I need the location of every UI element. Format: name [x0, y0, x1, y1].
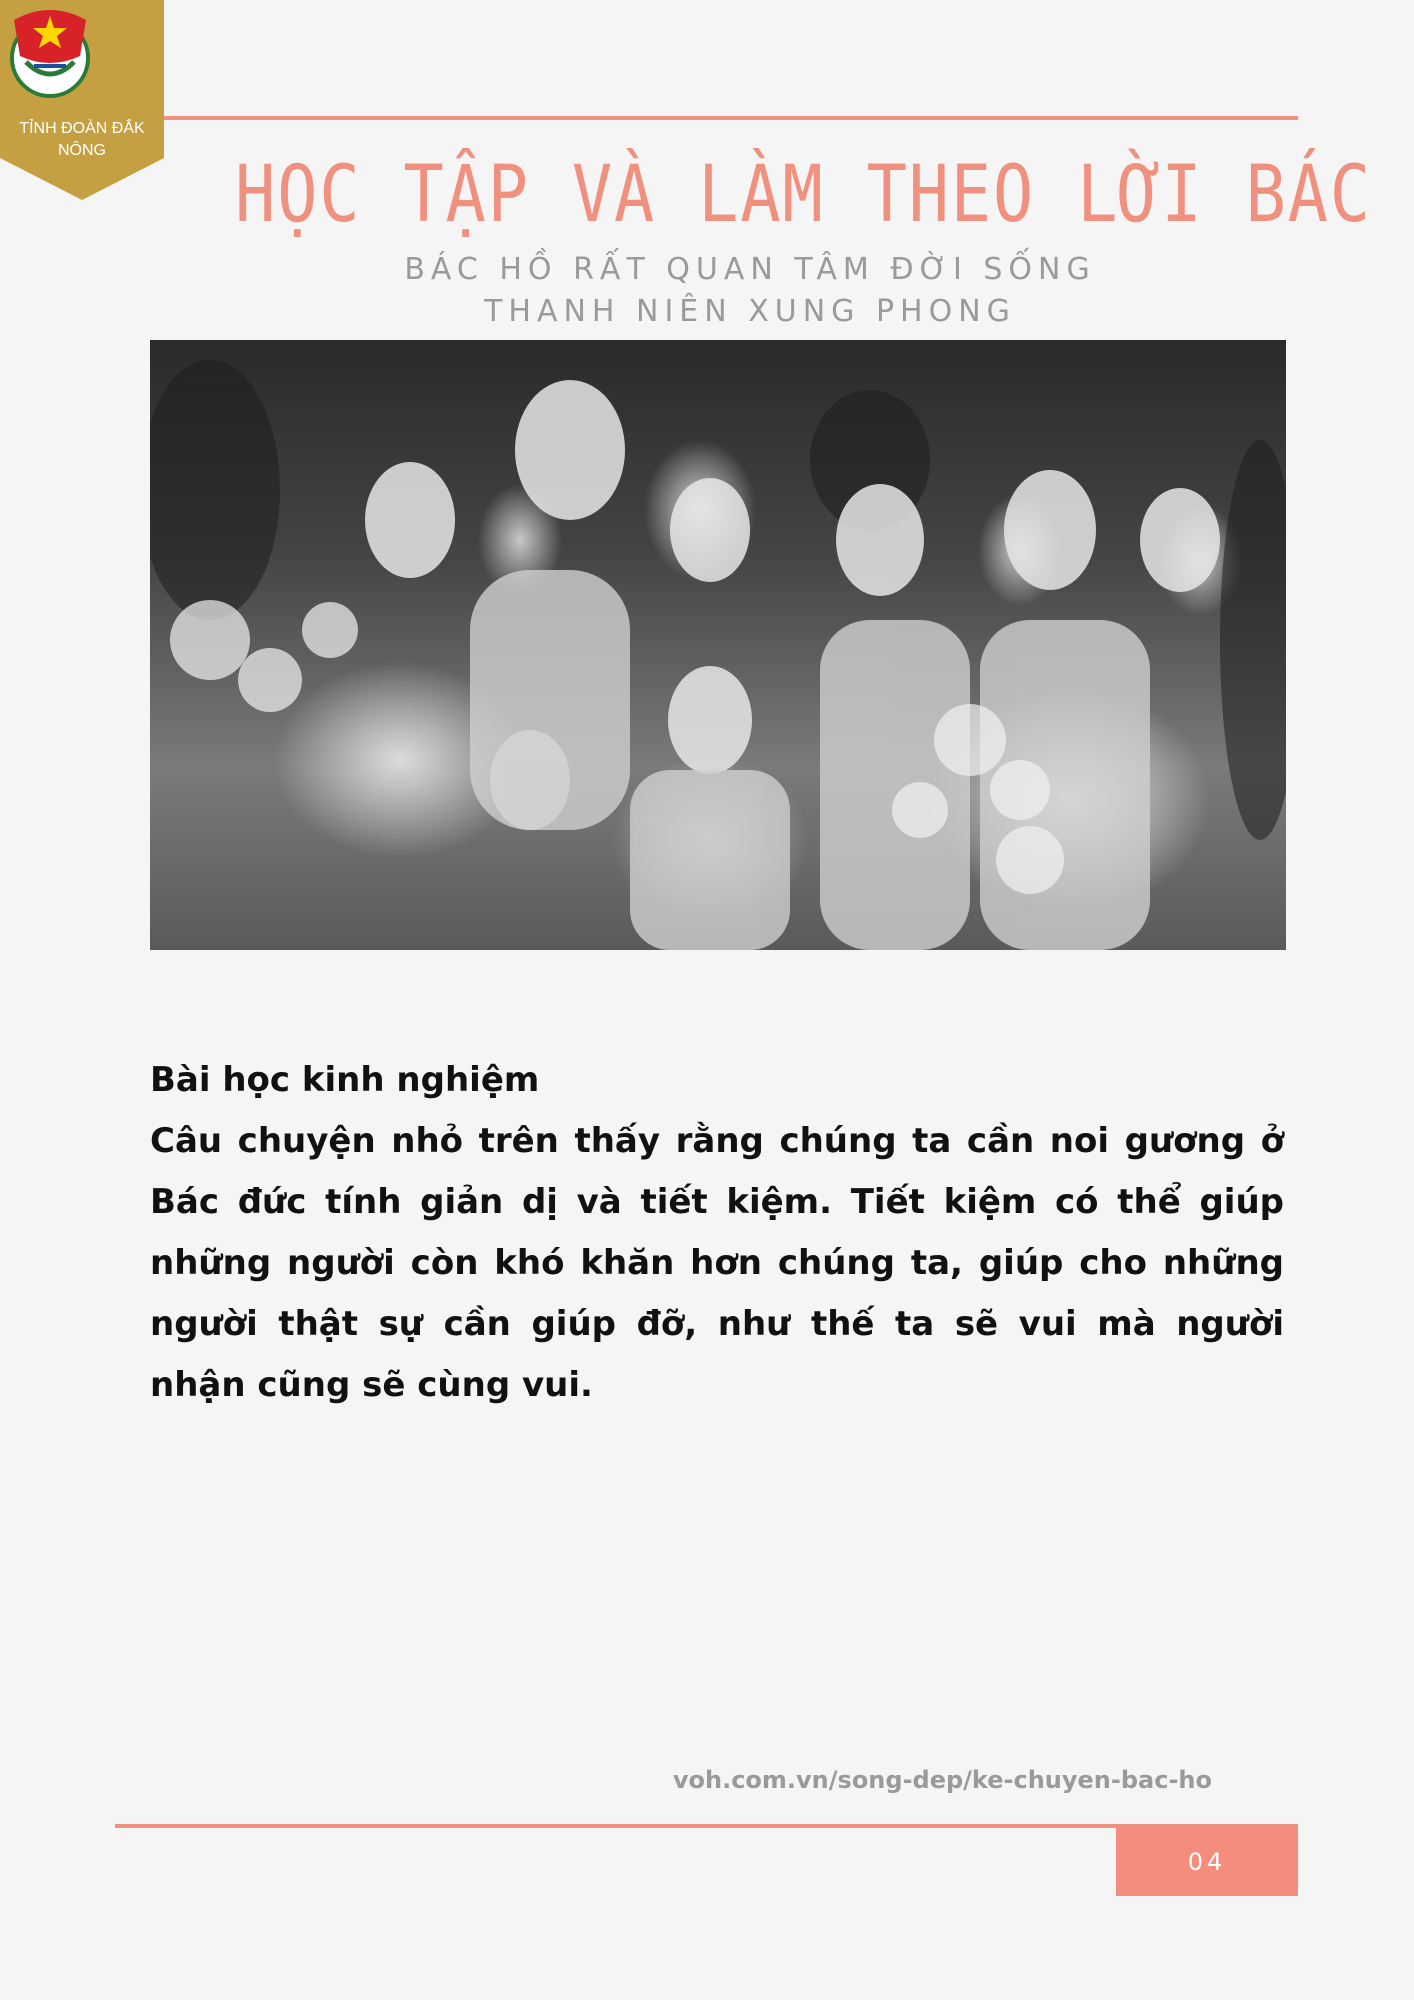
subtitle-line-1: BÁC HỒ RẤT QUAN TÂM ĐỜI SỐNG — [404, 252, 1096, 287]
historical-crowd-photo — [150, 340, 1286, 950]
page-number: 04 — [1116, 1828, 1298, 1896]
youth-union-emblem-icon — [0, 0, 100, 100]
org-badge — [0, 0, 164, 200]
subtitle-line-2: THANH NIÊN XUNG PHONG — [484, 294, 1016, 329]
lesson-section — [150, 1050, 1284, 1416]
lesson-heading: Bài học kinh nghiệm — [150, 1060, 540, 1100]
top-divider — [164, 116, 1298, 120]
lesson-paragraph: Câu chuyện nhỏ trên thấy rằng chúng ta cần noi gương ở Bác đức tính giản dị và tiết kiệm. Tiết kiệm có thể giúp những người còn khó khăn hơn chúng ta, giúp cho những người thật sự cần giúp đỡ, như thế ta sẽ vui mà người nhận cũng sẽ cùng vui. — [150, 1121, 1284, 1405]
org-label: TỈNH ĐOÀN ĐẮK NÔNG — [19, 120, 145, 159]
page-title: HỌC TẬP VÀ LÀM THEO LỜI BÁC — [234, 150, 1372, 240]
source-link[interactable]: voh.com.vn/song-dep/ke-chuyen-bac-ho — [672, 1766, 1212, 1794]
photo-illustration — [150, 340, 1286, 950]
